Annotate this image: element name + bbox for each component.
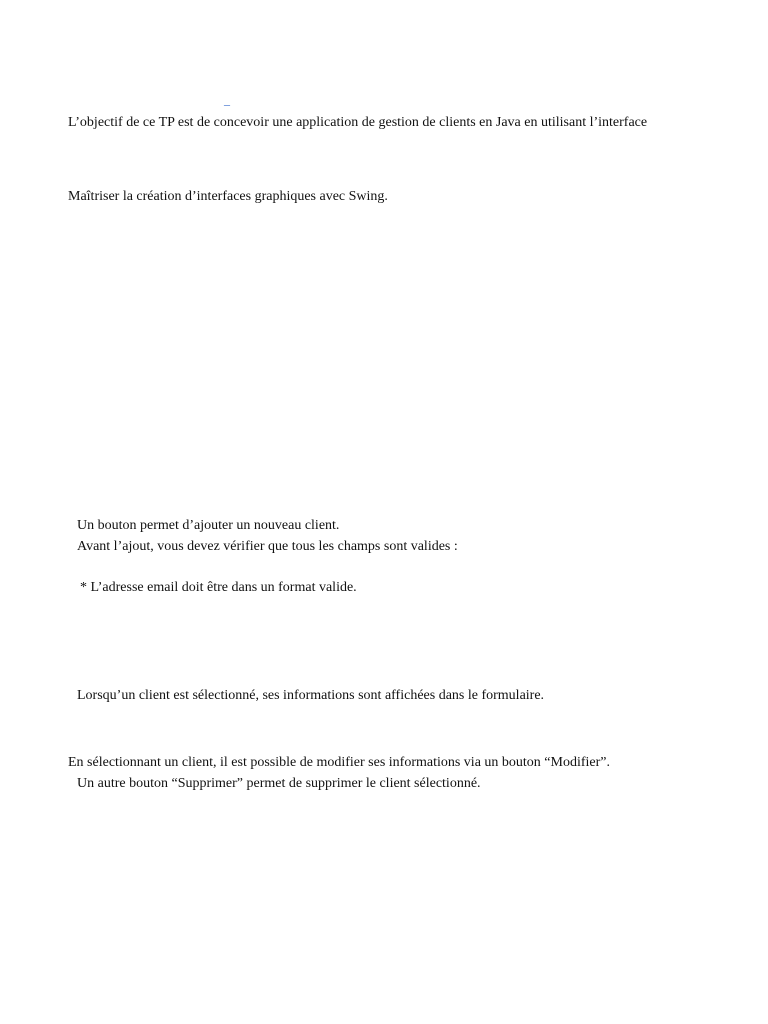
email-validation-bullet: * L’adresse email doit être dans un format valide. [80,580,357,595]
objective-line: Maîtriser la création d’interfaces graphiques avec Swing. [68,189,388,204]
validation-description: Avant l’ajout, vous devez vérifier que tous les champs sont valides : [77,539,458,554]
intro-paragraph: L’objectif de ce TP est de concevoir une application de gestion de clients en Java en utilisant l’interface [68,115,648,130]
delete-description: Un autre bouton “Supprimer” permet de supprimer le client sélectionné. [77,776,481,791]
link-marker[interactable]: _ [224,93,230,107]
add-button-description: Un bouton permet d’ajouter un nouveau client. [77,518,340,533]
modify-description: En sélectionnant un client, il est possible de modifier ses informations via un bouton “Modifier”. [68,755,610,770]
selection-description: Lorsqu’un client est sélectionné, ses informations sont affichées dans le formulaire. [77,688,545,703]
